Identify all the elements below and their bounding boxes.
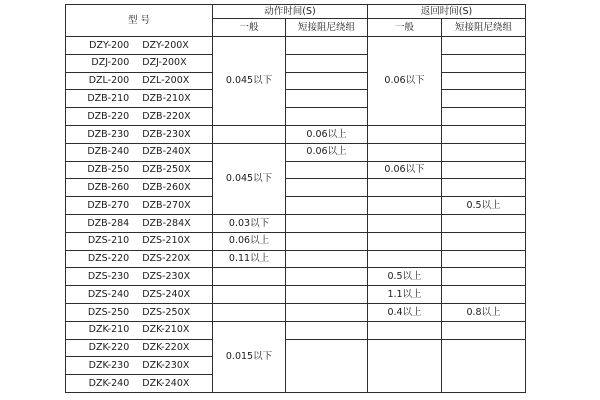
table-row <box>66 90 526 108</box>
return-damping-cell <box>442 108 526 126</box>
table-row <box>66 54 526 72</box>
model-cell <box>66 286 213 304</box>
action-general-cell: 0.045以下 <box>213 37 286 126</box>
header-action-general: 一般 <box>213 19 286 37</box>
table-row <box>66 125 526 143</box>
model-name: DZK-230 <box>88 359 130 371</box>
return-damping-cell <box>442 339 526 392</box>
table-row <box>66 232 526 250</box>
model-pair <box>66 94 212 104</box>
table-row <box>66 161 526 179</box>
action-damping-cell <box>286 161 368 179</box>
return-damping-cell: 0.8以上 <box>442 303 526 321</box>
return-general-cell <box>368 232 442 250</box>
action-general-cell <box>213 268 286 286</box>
return-damping-cell <box>442 54 526 72</box>
model-name: DZS-230 <box>87 271 130 282</box>
return-general-cell <box>368 321 442 339</box>
header-model: 型 号 <box>66 5 213 37</box>
return-damping-cell <box>442 37 526 55</box>
return-damping-cell <box>442 72 526 90</box>
return-damping-cell <box>442 125 526 143</box>
action-general-cell: 0.015以下 <box>213 321 286 392</box>
action-damping-cell <box>286 54 368 72</box>
return-general-cell: 0.4以上 <box>368 303 442 321</box>
model-name: DZB-240 <box>87 146 130 158</box>
action-general-cell: 0.11以上 <box>213 250 286 268</box>
action-damping-cell <box>286 197 368 215</box>
model-name: DZS-250 <box>87 306 130 318</box>
model-name: DZK-210 <box>88 324 130 336</box>
return-general-cell <box>368 197 442 215</box>
model-cell <box>66 143 213 161</box>
model-name-x: DZS-220X <box>142 253 191 265</box>
table-row <box>66 143 526 161</box>
relay-spec-table <box>65 4 526 393</box>
header-return-damping: 短接阻尼绕组 <box>442 19 526 37</box>
model-pair <box>66 290 212 300</box>
model-name: DZS-210 <box>87 235 130 247</box>
action-damping-cell <box>286 339 368 392</box>
return-damping-cell <box>442 321 526 339</box>
table-row <box>66 214 526 232</box>
model-cell <box>66 37 213 55</box>
return-general-cell: 1.1以上 <box>368 286 442 304</box>
model-pair <box>66 379 212 389</box>
return-general-cell: 0.06以下 <box>368 161 442 179</box>
model-cell <box>66 197 213 215</box>
model-name-x: DZB-250X <box>142 164 191 176</box>
action-damping-cell <box>286 214 368 232</box>
model-cell <box>66 232 213 250</box>
model-cell <box>66 357 213 375</box>
model-name-x: DZB-284X <box>142 217 191 229</box>
model-cell <box>66 250 213 268</box>
model-name-x: DZB-210X <box>142 93 191 105</box>
action-damping-cell <box>286 108 368 126</box>
return-damping-cell <box>442 179 526 197</box>
model-pair <box>66 343 212 353</box>
return-damping-cell <box>442 268 526 286</box>
model-cell <box>66 214 213 232</box>
model-pair <box>66 76 212 86</box>
action-damping-cell <box>286 321 368 339</box>
model-cell <box>66 321 213 339</box>
model-name-x: DZK-210X <box>142 324 190 336</box>
action-damping-cell <box>286 286 368 304</box>
action-damping-cell <box>286 250 368 268</box>
header-return-general: 一般 <box>368 19 442 37</box>
model-name-x: DZJ-200X <box>142 57 187 69</box>
model-pair <box>66 41 212 51</box>
model-name: DZS-240 <box>87 288 130 300</box>
model-name-x: DZB-270X <box>142 199 191 211</box>
model-name-x: DZK-240X <box>142 377 190 389</box>
return-damping-cell <box>442 161 526 179</box>
table-row <box>66 108 526 126</box>
action-general-cell <box>213 286 286 304</box>
action-general-cell: 0.03以下 <box>213 214 286 232</box>
return-general-cell <box>368 339 442 392</box>
return-damping-cell <box>442 286 526 304</box>
model-pair <box>66 254 212 264</box>
model-cell <box>66 125 213 143</box>
action-general-cell: 0.06以上 <box>213 232 286 250</box>
return-damping-cell <box>442 90 526 108</box>
return-damping-cell <box>442 214 526 232</box>
model-name: DZB-260 <box>87 182 130 194</box>
model-name: DZB-270 <box>87 199 130 211</box>
model-pair <box>66 183 212 193</box>
action-damping-cell: 0.06以上 <box>286 143 368 161</box>
table-row <box>66 303 526 321</box>
relay-spec-table-container <box>65 4 526 393</box>
model-cell <box>66 375 213 393</box>
model-cell <box>66 108 213 126</box>
model-cell <box>66 268 213 286</box>
return-general-cell <box>368 250 442 268</box>
model-name: DZS-220 <box>87 253 130 265</box>
return-damping-cell: 0.5以上 <box>442 197 526 215</box>
model-name-x: DZS-240X <box>142 288 191 300</box>
table-header <box>66 5 526 37</box>
action-damping-cell <box>286 232 368 250</box>
action-damping-cell: 0.06以上 <box>286 125 368 143</box>
model-name-x: DZK-220X <box>142 342 190 354</box>
header-action-damping: 短接阻尼绕组 <box>286 19 368 37</box>
table-row <box>66 197 526 215</box>
model-name: DZK-220 <box>88 342 130 354</box>
action-damping-cell <box>286 72 368 90</box>
action-damping-cell <box>286 303 368 321</box>
model-pair <box>66 308 212 318</box>
return-general-cell: 0.5以上 <box>368 268 442 286</box>
model-pair <box>66 58 212 68</box>
model-cell <box>66 72 213 90</box>
return-general-cell <box>368 179 442 197</box>
model-name-x: DZS-210X <box>142 235 191 247</box>
model-cell <box>66 339 213 357</box>
model-pair <box>66 165 212 175</box>
action-damping-cell <box>286 90 368 108</box>
model-name-x: DZK-230X <box>142 359 190 371</box>
model-pair <box>66 361 212 371</box>
action-damping-cell <box>286 268 368 286</box>
model-pair <box>66 236 212 246</box>
model-name: DZB-230 <box>87 128 130 140</box>
model-cell <box>66 179 213 197</box>
model-name: DZJ-200 <box>91 57 130 69</box>
header-return-time: 返回时间(S) <box>368 5 526 19</box>
model-pair <box>66 130 212 140</box>
model-cell <box>66 161 213 179</box>
table-row <box>66 321 526 339</box>
return-damping-cell <box>442 250 526 268</box>
model-pair <box>66 147 212 157</box>
return-damping-cell <box>442 143 526 161</box>
return-general-cell <box>368 143 442 161</box>
model-name-x: DZY-200X <box>142 39 189 51</box>
model-name-x: DZL-200X <box>142 75 190 87</box>
model-name-x: DZB-260X <box>142 182 191 194</box>
model-pair <box>66 112 212 122</box>
model-pair <box>66 272 212 282</box>
model-cell <box>66 54 213 72</box>
table-row <box>66 37 526 55</box>
model-name-x: DZB-240X <box>142 146 191 158</box>
model-cell <box>66 303 213 321</box>
return-general-cell: 0.06以下 <box>368 37 442 126</box>
table-row <box>66 250 526 268</box>
model-name-x: DZB-230X <box>142 128 191 140</box>
table-row <box>66 268 526 286</box>
action-general-cell <box>213 303 286 321</box>
return-damping-cell <box>442 232 526 250</box>
model-name-x: DZB-220X <box>142 110 191 122</box>
model-name: DZL-200 <box>88 75 130 87</box>
action-damping-cell <box>286 37 368 55</box>
table-row <box>66 339 526 357</box>
model-name: DZB-250 <box>87 164 130 176</box>
model-name: DZB-210 <box>87 93 130 105</box>
table-row <box>66 286 526 304</box>
return-general-cell <box>368 125 442 143</box>
action-damping-cell <box>286 179 368 197</box>
return-general-cell <box>368 214 442 232</box>
model-name: DZK-240 <box>88 377 130 389</box>
header-action-time: 动作时间(S) <box>213 5 368 19</box>
model-name-x: DZS-230X <box>142 271 191 282</box>
header-group-row <box>66 5 526 19</box>
action-general-cell: 0.045以下 <box>213 143 286 214</box>
table-row <box>66 179 526 197</box>
model-name: DZY-200 <box>89 39 130 51</box>
table-body <box>66 37 526 393</box>
action-general-cell <box>213 125 286 143</box>
model-pair <box>66 201 212 211</box>
model-pair <box>66 219 212 229</box>
table-row <box>66 72 526 90</box>
model-name: DZB-284 <box>87 217 130 229</box>
model-cell <box>66 90 213 108</box>
model-name: DZB-220 <box>87 110 130 122</box>
model-pair <box>66 325 212 335</box>
model-name-x: DZS-250X <box>142 306 191 318</box>
